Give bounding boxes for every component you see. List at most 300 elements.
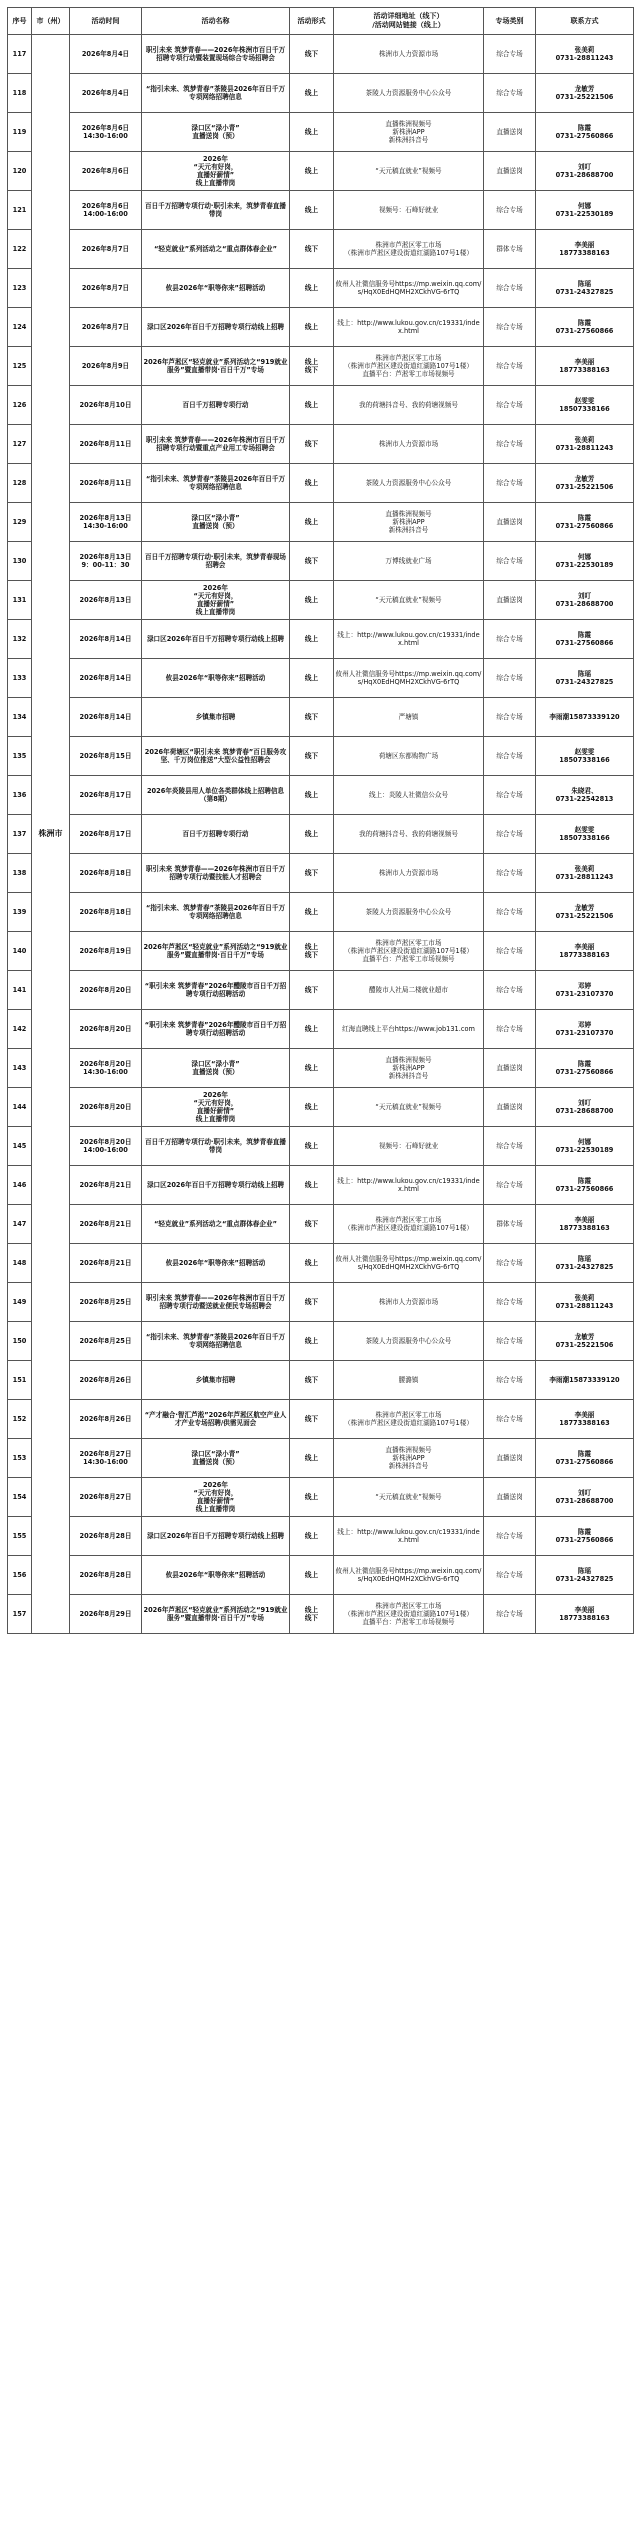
activity-address: 株洲市人力资源市场 <box>334 425 484 464</box>
activity-form: 线上 <box>290 1556 334 1595</box>
row-number: 122 <box>8 230 32 269</box>
table-row <box>8 113 634 152</box>
activity-time: 2026年8月7日 <box>70 269 142 308</box>
activity-time: 2026年8月14日 <box>70 620 142 659</box>
contact-info: 陈瑶 0731-24327825 <box>536 659 634 698</box>
row-number: 129 <box>8 503 32 542</box>
activity-form: 线上 线下 <box>290 1595 334 1634</box>
activity-time: 2026年8月18日 <box>70 854 142 893</box>
activity-address: “天元稿直就业”视频号 <box>334 1088 484 1127</box>
header-city: 市（州） <box>32 8 70 35</box>
activity-form: 线上 <box>290 191 334 230</box>
activity-time: 2026年8月19日 <box>70 932 142 971</box>
table-row <box>8 1166 634 1205</box>
table-row <box>8 1400 634 1439</box>
activity-time: 2026年8月13日 <box>70 581 142 620</box>
contact-info: 李美丽 18773388163 <box>536 230 634 269</box>
table-row <box>8 542 634 581</box>
activity-category: 综合专场 <box>484 269 536 308</box>
activity-category: 直播送岗 <box>484 581 536 620</box>
activity-name: “指引未来、筑梦青春”茶陵县2026年百日千万专项网络招聘信息 <box>142 464 290 503</box>
table-row <box>8 1595 634 1634</box>
activity-time: 2026年8月6日 14:00-16:00 <box>70 191 142 230</box>
activity-time: 2026年8月15日 <box>70 737 142 776</box>
activity-address: 线上：http://www.lukou.gov.cn/c19331/index.html <box>334 1166 484 1205</box>
activity-time: 2026年8月26日 <box>70 1400 142 1439</box>
activity-address: “天元稿直就业”视频号 <box>334 152 484 191</box>
contact-info: 何娜 0731-22530189 <box>536 1127 634 1166</box>
table-row <box>8 1244 634 1283</box>
activity-time: 2026年8月11日 <box>70 425 142 464</box>
activity-category: 综合专场 <box>484 191 536 230</box>
activity-name: 2026年芦淞区“轻克就业”系列活动之“919就业服务”暨直播带岗·百日千万”专场 <box>142 1595 290 1634</box>
table-row <box>8 1439 634 1478</box>
activity-time: 2026年8月25日 <box>70 1283 142 1322</box>
activity-address: 攸州人社微信服务号https://mp.weixin.qq.com/s/HqX0EdHQMH2XCkhVG-6rTQ <box>334 659 484 698</box>
row-number: 133 <box>8 659 32 698</box>
activity-form: 线上 <box>290 1049 334 1088</box>
activity-name: 攸县2026年“职等你来”招聘活动 <box>142 1556 290 1595</box>
activity-address: 株洲市芦淞区零工市场 （株洲市芦淞区建设街道红湖路107号1楼） 直播平台：芦淞零工市场视频号 <box>334 932 484 971</box>
contact-info: 龙敏芳 0731-25221506 <box>536 464 634 503</box>
activity-category: 综合专场 <box>484 1127 536 1166</box>
row-number: 126 <box>8 386 32 425</box>
row-number: 146 <box>8 1166 32 1205</box>
activity-name: “指引未来、筑梦青春”茶陵县2026年百日千万专项网络招聘信息 <box>142 1322 290 1361</box>
activity-address: 株洲市人力资源市场 <box>334 1283 484 1322</box>
activity-category: 综合专场 <box>484 815 536 854</box>
activity-address: 攸州人社微信服务号https://mp.weixin.qq.com/s/HqX0EdHQMH2XCkhVG-6rTQ <box>334 1556 484 1595</box>
header-form: 活动形式 <box>290 8 334 35</box>
row-number: 137 <box>8 815 32 854</box>
activity-address: 线上：http://www.lukou.gov.cn/c19331/index.html <box>334 1517 484 1556</box>
row-number: 131 <box>8 581 32 620</box>
activity-address: 线上：http://www.lukou.gov.cn/c19331/index.html <box>334 620 484 659</box>
row-number: 143 <box>8 1049 32 1088</box>
activity-category: 综合专场 <box>484 1010 536 1049</box>
row-number: 142 <box>8 1010 32 1049</box>
activity-address: 直播株洲视频号 新株洲APP 新株洲抖音号 <box>334 503 484 542</box>
activity-category: 综合专场 <box>484 308 536 347</box>
activity-time: 2026年8月7日 <box>70 308 142 347</box>
table-row <box>8 386 634 425</box>
activity-name: 职引未来 筑梦青春——2026年株洲市百日千万招聘专项行动暨技能人才招聘会 <box>142 854 290 893</box>
activity-category: 直播送岗 <box>484 1439 536 1478</box>
row-number: 151 <box>8 1361 32 1400</box>
table-row <box>8 698 634 737</box>
contact-info: 赵雯雯 18507338166 <box>536 386 634 425</box>
row-number: 141 <box>8 971 32 1010</box>
activity-form: 线下 <box>290 971 334 1010</box>
activity-time: 2026年8月14日 <box>70 698 142 737</box>
activity-time: 2026年8月6日 14:30-16:00 <box>70 113 142 152</box>
activity-form: 线下 <box>290 1361 334 1400</box>
contact-info: 刘叮 0731-28688700 <box>536 581 634 620</box>
activity-name: 渌口区2026年百日千万招聘专项行动线上招聘 <box>142 620 290 659</box>
table-row <box>8 74 634 113</box>
activity-name: “指引未来、筑梦青春”茶陵县2026年百日千万专项网络招聘信息 <box>142 893 290 932</box>
activity-category: 综合专场 <box>484 1556 536 1595</box>
activity-form: 线上 <box>290 386 334 425</box>
activity-form: 线上 <box>290 464 334 503</box>
activity-form: 线上 <box>290 581 334 620</box>
row-number: 138 <box>8 854 32 893</box>
activity-form: 线上 <box>290 308 334 347</box>
activity-time: 2026年8月20日 <box>70 971 142 1010</box>
table-row <box>8 659 634 698</box>
table-row <box>8 581 634 620</box>
contact-info: 张美莉 0731-28811243 <box>536 425 634 464</box>
activity-name: 百日千万招聘专项行动·职引未来，筑梦青春直播带岗 <box>142 1127 290 1166</box>
activity-category: 综合专场 <box>484 776 536 815</box>
row-number: 119 <box>8 113 32 152</box>
activity-address: 株洲市芦淞区零工市场 （株洲市芦淞区建设街道红湖路107号1楼） <box>334 1400 484 1439</box>
table-row <box>8 464 634 503</box>
activity-address: 茶陵人力资源服务中心公众号 <box>334 1322 484 1361</box>
activity-address: 株洲市人力资源市场 <box>334 854 484 893</box>
activity-address: 视频号：石峰好就业 <box>334 191 484 230</box>
activity-category: 综合专场 <box>484 1595 536 1634</box>
activity-form: 线上 <box>290 113 334 152</box>
activity-time: 2026年8月26日 <box>70 1361 142 1400</box>
activity-form: 线下 <box>290 854 334 893</box>
table-row <box>8 1478 634 1517</box>
activity-time: 2026年8月20日 14:00-16:00 <box>70 1127 142 1166</box>
activity-time: 2026年8月27日 <box>70 1478 142 1517</box>
activity-form: 线上 <box>290 503 334 542</box>
activity-address: 荷塘区东都购物广场 <box>334 737 484 776</box>
activity-category: 综合专场 <box>484 659 536 698</box>
header-category: 专场类别 <box>484 8 536 35</box>
activity-time: 2026年8月6日 <box>70 152 142 191</box>
contact-info: 李美丽 18773388163 <box>536 1595 634 1634</box>
activity-name: 攸县2026年“职等你来”招聘活动 <box>142 1244 290 1283</box>
contact-info: 刘叮 0731-28688700 <box>536 152 634 191</box>
activity-form: 线下 <box>290 1205 334 1244</box>
contact-info: 李美丽 18773388163 <box>536 347 634 386</box>
table-row <box>8 1361 634 1400</box>
activity-address: “天元稿直就业”视频号 <box>334 581 484 620</box>
header-name: 活动名称 <box>142 8 290 35</box>
contact-info: 陈霞 0731-27560866 <box>536 1166 634 1205</box>
header-address: 活动详细地址（线下） /活动网站链接（线上） <box>334 8 484 35</box>
table-header-row <box>8 8 634 35</box>
table-row <box>8 737 634 776</box>
table-row <box>8 815 634 854</box>
activity-form: 线下 <box>290 542 334 581</box>
activity-address: 攸州人社微信服务号https://mp.weixin.qq.com/s/HqX0EdHQMH2XCkhVG-6rTQ <box>334 1244 484 1283</box>
activity-address: “天元稿直就业”视频号 <box>334 1478 484 1517</box>
contact-info: 龙敏芳 0731-25221506 <box>536 893 634 932</box>
activity-form: 线上 <box>290 1244 334 1283</box>
table-row <box>8 230 634 269</box>
contact-info: 陈瑶 0731-24327825 <box>536 269 634 308</box>
activity-category: 综合专场 <box>484 347 536 386</box>
table-row <box>8 503 634 542</box>
contact-info: 陈霞 0731-27560866 <box>536 1439 634 1478</box>
table-row <box>8 1517 634 1556</box>
schedule-table <box>7 7 634 1634</box>
row-number: 127 <box>8 425 32 464</box>
table-row <box>8 932 634 971</box>
row-number: 124 <box>8 308 32 347</box>
activity-name: 渌口区“渌小青” 直播送岗（预） <box>142 503 290 542</box>
activity-form: 线上 <box>290 620 334 659</box>
contact-info: 李雨潮15873339120 <box>536 698 634 737</box>
activity-name: 乡镇集市招聘 <box>142 1361 290 1400</box>
contact-info: 陈霞 0731-27560866 <box>536 620 634 659</box>
activity-address: 株洲市芦淞区零工市场 （株洲市芦淞区建设街道红湖路107号1楼） 直播平台：芦淞零工市场视频号 <box>334 1595 484 1634</box>
activity-address: 直播株洲视频号 新株洲APP 新株洲抖音号 <box>334 1049 484 1088</box>
contact-info: 何娜 0731-22530189 <box>536 191 634 230</box>
contact-info: 朱晓君、 0731-22542813 <box>536 776 634 815</box>
activity-time: 2026年8月11日 <box>70 464 142 503</box>
activity-name: 2026年 “天元有好岗， 直播好薪情” 线上直播带岗 <box>142 152 290 191</box>
activity-address: 线上：http://www.lukou.gov.cn/c19331/index.html <box>334 308 484 347</box>
activity-address: 我的荷塘抖音号、我的荷塘视频号 <box>334 386 484 425</box>
contact-info: 陈瑶 0731-24327825 <box>536 1244 634 1283</box>
row-number: 155 <box>8 1517 32 1556</box>
row-number: 140 <box>8 932 32 971</box>
activity-name: “轻克就业”系列活动之“重点群体春企业” <box>142 1205 290 1244</box>
activity-category: 群体专场 <box>484 1205 536 1244</box>
table-row <box>8 269 634 308</box>
activity-category: 综合专场 <box>484 74 536 113</box>
activity-address: 腰潞镇 <box>334 1361 484 1400</box>
activity-form: 线下 <box>290 1400 334 1439</box>
row-number: 147 <box>8 1205 32 1244</box>
activity-category: 综合专场 <box>484 854 536 893</box>
contact-info: 陈霞 0731-27560866 <box>536 503 634 542</box>
activity-time: 2026年8月10日 <box>70 386 142 425</box>
activity-time: 2026年8月20日 <box>70 1010 142 1049</box>
table-row <box>8 1322 634 1361</box>
activity-form: 线上 <box>290 893 334 932</box>
activity-name: 2026年芦淞区“轻克就业”系列活动之“919就业服务”暨直播带岗·百日千万”专场 <box>142 932 290 971</box>
contact-info: 刘叮 0731-28688700 <box>536 1478 634 1517</box>
activity-time: 2026年8月21日 <box>70 1205 142 1244</box>
activity-time: 2026年8月4日 <box>70 74 142 113</box>
activity-form: 线上 <box>290 1088 334 1127</box>
activity-address: 我的荷塘抖音号、我的荷塘视频号 <box>334 815 484 854</box>
activity-category: 综合专场 <box>484 386 536 425</box>
activity-address: 严塘镇 <box>334 698 484 737</box>
activity-name: 2026年荷塘区“职引未来 筑梦青春”百日服务攻坚、千万岗位推送”大型公益性招聘会 <box>142 737 290 776</box>
activity-name: 百日千万招聘专项行动·职引未来，筑梦青春直播带岗 <box>142 191 290 230</box>
activity-time: 2026年8月17日 <box>70 776 142 815</box>
row-number: 118 <box>8 74 32 113</box>
activity-category: 综合专场 <box>484 1244 536 1283</box>
activity-time: 2026年8月4日 <box>70 35 142 74</box>
activity-address: 株洲市人力资源市场 <box>334 35 484 74</box>
activity-time: 2026年8月7日 <box>70 230 142 269</box>
activity-name: 渌口区2026年百日千万招聘专项行动线上招聘 <box>142 1517 290 1556</box>
activity-name: 攸县2026年“职等你来”招聘活动 <box>142 659 290 698</box>
activity-address: 株洲市芦淞区零工市场 （株洲市芦淞区建设街道红湖路107号1楼） <box>334 230 484 269</box>
activity-category: 综合专场 <box>484 620 536 659</box>
table-row <box>8 1127 634 1166</box>
activity-name: 乡镇集市招聘 <box>142 698 290 737</box>
contact-info: 邓婷 0731-23107370 <box>536 971 634 1010</box>
contact-info: 陈霞 0731-27560866 <box>536 308 634 347</box>
table-row <box>8 152 634 191</box>
activity-time: 2026年8月29日 <box>70 1595 142 1634</box>
row-number: 121 <box>8 191 32 230</box>
row-number: 145 <box>8 1127 32 1166</box>
activity-name: 职引未来 筑梦青春——2026年株洲市百日千万招聘专项行动暨送就业便民专场招聘会 <box>142 1283 290 1322</box>
activity-form: 线上 <box>290 152 334 191</box>
activity-name: 2026年 “天元有好岗， 直播好薪情” 线上直播带岗 <box>142 1478 290 1517</box>
activity-name: 职引未来 筑梦青春——2026年株洲市百日千万招聘专项行动暨装置现场综合专场招聘会 <box>142 35 290 74</box>
activity-name: 2026年芦淞区“轻克就业”系列活动之“919就业服务”暨直播带岗·百日千万”专场 <box>142 347 290 386</box>
table-row <box>8 308 634 347</box>
activity-address: 株洲市芦淞区零工市场 （株洲市芦淞区建设街道红湖路107号1楼） 直播平台：芦淞零工市场视频号 <box>334 347 484 386</box>
table-row <box>8 191 634 230</box>
row-number: 135 <box>8 737 32 776</box>
activity-name: 2026年 “天元有好岗， 直播好薪情” 线上直播带岗 <box>142 581 290 620</box>
row-number: 152 <box>8 1400 32 1439</box>
contact-info: 李雨潮15873339120 <box>536 1361 634 1400</box>
contact-info: 李美丽 18773388163 <box>536 1400 634 1439</box>
activity-time: 2026年8月18日 <box>70 893 142 932</box>
activity-category: 综合专场 <box>484 1166 536 1205</box>
activity-category: 综合专场 <box>484 893 536 932</box>
row-number: 130 <box>8 542 32 581</box>
contact-info: 陈霞 0731-27560866 <box>536 113 634 152</box>
activity-name: 渌口区“渌小青” 直播送岗（预） <box>142 1439 290 1478</box>
table-row <box>8 971 634 1010</box>
activity-time: 2026年8月14日 <box>70 659 142 698</box>
activity-time: 2026年8月28日 <box>70 1556 142 1595</box>
activity-address: 株洲市芦淞区零工市场 （株洲市芦淞区建设街道红湖路107号1楼） <box>334 1205 484 1244</box>
row-number: 123 <box>8 269 32 308</box>
activity-time: 2026年8月28日 <box>70 1517 142 1556</box>
activity-name: “职引未来 筑梦青春”2026年醴陵市百日千万招聘专项行动招聘活动 <box>142 971 290 1010</box>
contact-info: 龙敏芳 0731-25221506 <box>536 1322 634 1361</box>
activity-form: 线上 线下 <box>290 347 334 386</box>
row-number: 148 <box>8 1244 32 1283</box>
activity-name: 2026年 “天元有好岗， 直播好薪情” 线上直播带岗 <box>142 1088 290 1127</box>
row-number: 154 <box>8 1478 32 1517</box>
table-row <box>8 776 634 815</box>
activity-form: 线上 <box>290 1517 334 1556</box>
activity-address: 万博线就业广场 <box>334 542 484 581</box>
row-number: 132 <box>8 620 32 659</box>
row-number: 153 <box>8 1439 32 1478</box>
activity-form: 线上 <box>290 659 334 698</box>
activity-category: 综合专场 <box>484 737 536 776</box>
table-row <box>8 425 634 464</box>
activity-address: 红海直聘线上平台https://www.job131.com <box>334 1010 484 1049</box>
table-row <box>8 35 634 74</box>
contact-info: 张美莉 0731-28811243 <box>536 1283 634 1322</box>
row-number: 134 <box>8 698 32 737</box>
row-number: 128 <box>8 464 32 503</box>
activity-form: 线上 线下 <box>290 932 334 971</box>
contact-info: 邓婷 0731-23107370 <box>536 1010 634 1049</box>
table-row <box>8 347 634 386</box>
activity-name: “轻克就业”系列活动之“重点群体春企业” <box>142 230 290 269</box>
table-row <box>8 1283 634 1322</box>
activity-time: 2026年8月17日 <box>70 815 142 854</box>
table-row <box>8 854 634 893</box>
contact-info: 李美丽 18773388163 <box>536 932 634 971</box>
table-row <box>8 1049 634 1088</box>
activity-category: 综合专场 <box>484 425 536 464</box>
activity-category: 直播送岗 <box>484 1049 536 1088</box>
activity-address: 茶陵人力资源服务中心公众号 <box>334 464 484 503</box>
activity-form: 线下 <box>290 230 334 269</box>
activity-form: 线上 <box>290 776 334 815</box>
contact-info: 陈瑶 0731-24327825 <box>536 1556 634 1595</box>
table-row <box>8 1556 634 1595</box>
activity-name: 百日千万招聘专项行动 <box>142 386 290 425</box>
activity-time: 2026年8月13日 14:30-16:00 <box>70 503 142 542</box>
activity-time: 2026年8月9日 <box>70 347 142 386</box>
activity-category: 直播送岗 <box>484 1478 536 1517</box>
activity-time: 2026年8月27日 14:30-16:00 <box>70 1439 142 1478</box>
activity-name: 百日千万招聘专项行动 <box>142 815 290 854</box>
schedule-document <box>7 7 633 2523</box>
activity-form: 线上 <box>290 815 334 854</box>
activity-category: 综合专场 <box>484 932 536 971</box>
contact-info: 张美莉 0731-28811243 <box>536 35 634 74</box>
table-row <box>8 620 634 659</box>
contact-info: 陈霞 0731-27560866 <box>536 1517 634 1556</box>
activity-name: “产才融合·智汇芦淞”2026年芦淞区航空产业人才产业专场招聘/供需见面会 <box>142 1400 290 1439</box>
activity-address: 线上：炎陵人社微信公众号 <box>334 776 484 815</box>
contact-info: 张美莉 0731-28811243 <box>536 854 634 893</box>
activity-address: 直播株洲视频号 新株洲APP 新株洲抖音号 <box>334 113 484 152</box>
activity-category: 综合专场 <box>484 464 536 503</box>
activity-address: 茶陵人力资源服务中心公众号 <box>334 74 484 113</box>
activity-form: 线下 <box>290 35 334 74</box>
row-number: 149 <box>8 1283 32 1322</box>
activity-name: 职引未来 筑梦青春——2026年株洲市百日千万招聘专项行动暨重点产业用工专场招聘会 <box>142 425 290 464</box>
activity-category: 综合专场 <box>484 971 536 1010</box>
contact-info: 刘叮 0731-28688700 <box>536 1088 634 1127</box>
header-no: 序号 <box>8 8 32 35</box>
row-number: 125 <box>8 347 32 386</box>
activity-form: 线上 <box>290 1166 334 1205</box>
table-row <box>8 893 634 932</box>
contact-info: 陈霞 0731-27560866 <box>536 1049 634 1088</box>
activity-category: 直播送岗 <box>484 152 536 191</box>
row-number: 156 <box>8 1556 32 1595</box>
contact-info: 何娜 0731-22530189 <box>536 542 634 581</box>
activity-address: 视频号：石峰好就业 <box>334 1127 484 1166</box>
activity-name: 2026年炎陵县用人单位各类群体线上招聘信息（第8期） <box>142 776 290 815</box>
activity-category: 综合专场 <box>484 35 536 74</box>
activity-address: 攸州人社微信服务号https://mp.weixin.qq.com/s/HqX0EdHQMH2XCkhVG-6rTQ <box>334 269 484 308</box>
activity-form: 线上 <box>290 269 334 308</box>
contact-info: 李美丽 18773388163 <box>536 1205 634 1244</box>
activity-time: 2026年8月13日 9：00-11：30 <box>70 542 142 581</box>
activity-name: 攸县2026年“职等你来”招聘活动 <box>142 269 290 308</box>
row-number: 136 <box>8 776 32 815</box>
activity-form: 线上 <box>290 1127 334 1166</box>
contact-info: 赵雯雯 18507338166 <box>536 737 634 776</box>
activity-name: “指引未来、筑梦青春”茶陵县2026年百日千万专项网络招聘信息 <box>142 74 290 113</box>
activity-name: 渌口区“渌小青” 直播送岗（预） <box>142 1049 290 1088</box>
activity-form: 线上 <box>290 1478 334 1517</box>
activity-form: 线下 <box>290 425 334 464</box>
header-time: 活动时间 <box>70 8 142 35</box>
activity-time: 2026年8月20日 14:30-16:00 <box>70 1049 142 1088</box>
contact-info: 赵雯雯 18507338166 <box>536 815 634 854</box>
activity-name: 渌口区2026年百日千万招聘专项行动线上招聘 <box>142 308 290 347</box>
table-row <box>8 1205 634 1244</box>
